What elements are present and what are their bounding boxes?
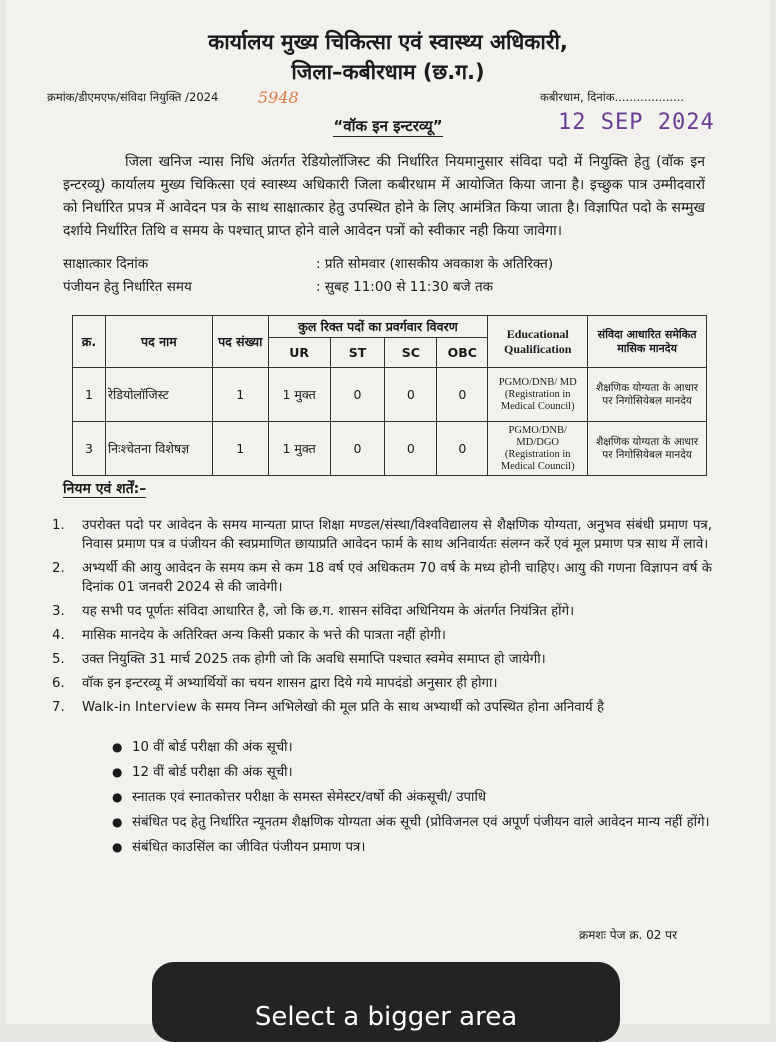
- cell-edu: PGMO/DNB/ MD (Registration in Medical Council): [488, 368, 588, 422]
- cell-edu: PGMO/DNB/ MD/DGO (Registration in Medical Council): [488, 422, 588, 476]
- document-item: ● 10 वीं बोर्ड परीक्षा की अंक सूची।: [112, 740, 293, 755]
- vacancy-table: [72, 315, 707, 476]
- rules-title: नियम एवं शर्तें:–: [63, 481, 147, 497]
- cell-ur: 1 मुक्त: [268, 368, 330, 422]
- walk-in-heading: “वॉक इन इन्टरव्यू”: [333, 117, 443, 135]
- cell-sc: 0: [385, 368, 437, 422]
- table-row: [73, 368, 707, 422]
- rule-item: 2. अभ्यर्थी की आयु आवेदन के समय कम से कम 18 वर्ष एवं अधिकतम 70 वर्ष के मध्य होनी चाहिए। आयु की गणना विज्ञापन वर्ष के दिनांक 01 जनवरी 2024 से की जावेगी।: [52, 561, 712, 595]
- cell-salary: शैक्षणिक योग्यता के आधार पर निगोसियेबल मानदेय: [588, 422, 707, 476]
- registration-time-value: : सुबह 11:00 से 11:30 बजे तक: [316, 279, 494, 295]
- cell-sno: 3: [73, 422, 106, 476]
- interview-day-label: साक्षात्कार दिनांक: [63, 256, 149, 272]
- document-item: ● 12 वीं बोर्ड परीक्षा की अंक सूची।: [112, 765, 293, 780]
- cell-st: 0: [330, 368, 385, 422]
- office-title: कार्यालय मुख्य चिकित्सा एवं स्वास्थ्य अधिकारी,: [208, 30, 568, 54]
- intro-paragraph: जिला खनिज न्यास निधि अंतर्गत रेडियोलॉजिस्ट की निर्धारित नियमानुसार संविदा पदो में नियुक्ति हेतु (वॉक इन इन्टरव्यू) कार्यालय मुख्य चिकित्सा एवं स्वास्थ्य अधिकारी जिला कबीरधाम में आयोजित किया जाना है। इच्छुक पात्र उम्मीदवारों को निर्धारित प्रपत्र में आवेदन पत्र के साथ साक्षात्कार हेतु उपस्थित होने के लिए आमंत्रित किया जाता है। विज्ञापित पदो के सम्मुख दर्शाये निर्धारित तिथि व समय के पश्चात् प्राप्त होने वाले आवेदन पत्रों को स्वीकार नही किया जावेगा।: [63, 154, 705, 239]
- rule-item: 7. Walk-in Interview के समय निम्न अभिलेखो की मूल प्रति के साथ अभ्यार्थी को उपस्थित होना अनिवार्य है: [52, 700, 605, 715]
- cell-sno: 1: [73, 368, 106, 422]
- date-stamp: 12 SEP 2024: [558, 110, 715, 135]
- rules-list: [52, 516, 712, 722]
- document-item: ● संबंधित पद हेतु निर्धारित न्यूनतम शैक्षणिक योग्यता अंक सूची (प्रोविजनल एवं अपूर्ण पंजीयन वाले आवेदन मान्य नहीं होंगे।: [112, 815, 710, 830]
- rule-item: 4. मासिक मानदेय के अतिरिक्त अन्य किसी प्रकार के भत्ते की पात्रता नहीं होगी।: [52, 628, 446, 643]
- document-item: ● संबंधित काउसिंल का जीवित पंजीयन प्रमाण पत्र।: [112, 840, 366, 855]
- cell-ur: 1 मुक्त: [268, 422, 330, 476]
- cell-sc: 0: [385, 422, 437, 476]
- required-documents-list: [112, 738, 712, 863]
- document-item: ● स्नातक एवं स्नातकोत्तर परीक्षा के समस्त सेमेस्टर/वर्षो की अंकसूची/ उपाधि: [112, 790, 487, 805]
- header-post: पद नाम: [105, 316, 212, 368]
- cell-post: निःश्चेतना विशेषज्ञ: [105, 422, 212, 476]
- header-ur: UR: [268, 338, 330, 368]
- district-title: जिला–कबीरधाम (छ.ग.): [291, 60, 485, 84]
- rule-item: 6. वॉक इन इन्टरव्यू में अभ्यार्थियों का चयन शासन द्वारा दिये गये मापदंडो अनुसार ही होगा।: [52, 676, 498, 691]
- cell-obc: 0: [437, 422, 488, 476]
- header-sc: SC: [385, 338, 437, 368]
- header-edu: Educational Qualification: [488, 316, 588, 368]
- registration-time-label: पंजीयन हेतु निर्धारित समय: [63, 279, 192, 295]
- header-count: पद संख्या: [212, 316, 268, 368]
- header-salary: संविदा आधारित समेकित मासिक मानदेय: [588, 316, 707, 368]
- header-category-group: कुल रिक्त पदों का प्रवर्गवार विवरण: [268, 316, 488, 338]
- place-date: कबीरधाम, दिनांक...................: [540, 90, 685, 104]
- rule-item: 1. उपरोक्त पदो पर आवेदन के समय मान्यता प्राप्त शिक्षा मण्डल/संस्था/विश्वविद्यालय से शैक्षणिक योग्यता, अनुभव संबंधी प्रमाण पत्र, निवास प्रमाण पत्र व पंजीयन की स्वप्रमाणित छायाप्रति आवेदन फार्म के साथ अनिवार्यतः संलग्न करें एवं मूल प्रमाण पत्र साथ में लावे।: [52, 518, 712, 552]
- reference-number: क्रमांक/डीएमएफ/संविदा नियुक्ति /2024: [47, 90, 219, 104]
- bullet-icon: ●: [112, 815, 123, 829]
- cell-obc: 0: [437, 368, 488, 422]
- cell-st: 0: [330, 422, 385, 476]
- table-row: [73, 422, 707, 476]
- cell-count: 1: [212, 422, 268, 476]
- header-obc: OBC: [437, 338, 488, 368]
- rule-item: 3. यह सभी पद पूर्णतः संविदा आधारित है, जो कि छ.ग. शासन संविदा अधिनियम के अंतर्गत नियंत्रित होंगे।: [52, 604, 575, 619]
- header-sno: क्र.: [73, 316, 106, 368]
- interview-day-value: : प्रति सोमवार (शासकीय अवकाश के अतिरिक्त): [316, 256, 554, 272]
- header-st: ST: [330, 338, 385, 368]
- rule-item: 5. उक्त नियुक्ति 31 मार्च 2025 तक होगी जो कि अवधि समाप्ति पश्चात स्वमेव समाप्त हो जायेगी।: [52, 652, 546, 667]
- continued-note: क्रमशः पेज क्र. 02 पर: [579, 928, 677, 942]
- select-area-toast[interactable]: Select a bigger area: [152, 962, 620, 1042]
- bullet-icon: ●: [112, 765, 123, 779]
- bullet-icon: ●: [112, 740, 123, 754]
- bullet-icon: ●: [112, 840, 123, 854]
- bullet-icon: ●: [112, 790, 123, 804]
- cell-salary: शैक्षणिक योग्यता के आधार पर निगोसियेबल मानदेय: [588, 368, 707, 422]
- cell-count: 1: [212, 368, 268, 422]
- handwritten-number: 5948: [258, 88, 299, 107]
- cell-post: रेडियोलॉजिस्ट: [105, 368, 212, 422]
